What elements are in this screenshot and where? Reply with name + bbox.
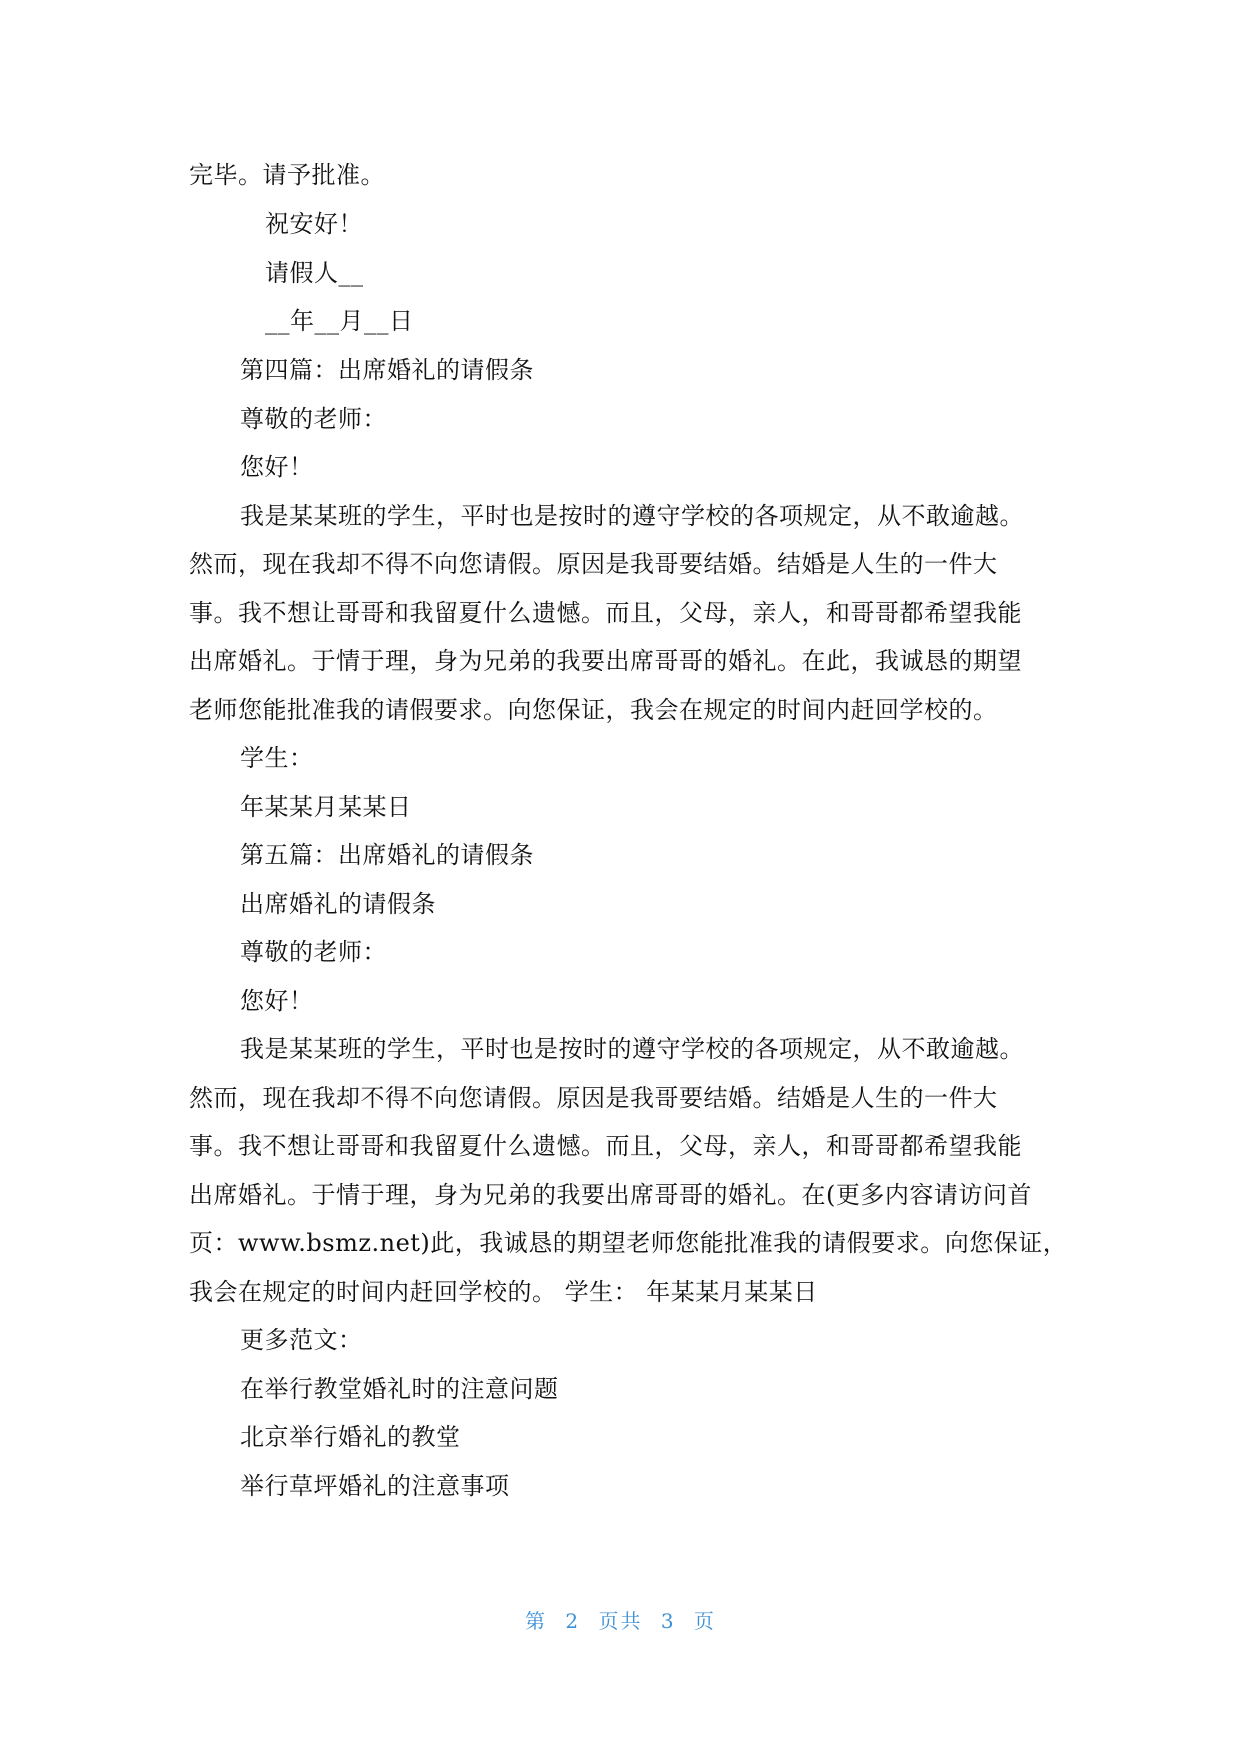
signature-student: 学生： [240,744,314,772]
paragraph-line: 然而，现在我却不得不向您请假。原因是我哥要结婚。结婚是人生的一件大 [189,550,998,578]
salutation: 尊敬的老师： [240,938,387,966]
text-line: 完毕。请予批准。 [189,161,385,189]
paragraph-line: 页：www.bsmz.net)此，我诚恳的期望老师您能批准我的请假要求。向您保证， [189,1229,1068,1257]
paragraph-line: 事。我不想让哥哥和我留夏什么遗憾。而且，父母，亲人，和哥哥都希望我能 [189,1132,1022,1160]
letter-title: 出席婚礼的请假条 [240,890,436,918]
closing-greeting: 祝安好！ [265,210,363,238]
paragraph-line: 出席婚礼。于情于理，身为兄弟的我要出席哥哥的婚礼。在(更多内容请访问首 [189,1181,1032,1209]
greeting: 您好！ [240,453,314,481]
section-heading: 第五篇：出席婚礼的请假条 [240,841,534,869]
paragraph-line: 我是某某班的学生，平时也是按时的遵守学校的各项规定，从不敢逾越。 [240,1035,1024,1063]
paragraph-line: 出席婚礼。于情于理，身为兄弟的我要出席哥哥的婚礼。在此，我诚恳的期望 [189,647,1022,675]
date-line: __年__月__日 [265,307,414,335]
related-link[interactable]: 举行草坪婚礼的注意事项 [240,1472,510,1500]
paragraph-line: 然而，现在我却不得不向您请假。原因是我哥要结婚。结婚是人生的一件大 [189,1084,998,1112]
page-number-footer: 第 2 页共 3 页 [525,1609,716,1633]
salutation: 尊敬的老师： [240,405,387,433]
related-link[interactable]: 北京举行婚礼的教堂 [240,1423,461,1451]
paragraph-line: 我会在规定的时间内赶回学校的。 学生： 年某某月某某日 [189,1278,818,1306]
paragraph-line: 事。我不想让哥哥和我留夏什么遗憾。而且，父母，亲人，和哥哥都希望我能 [189,599,1022,627]
signature-line: 请假人__ [265,259,364,287]
paragraph-line: 老师您能批准我的请假要求。向您保证，我会在规定的时间内赶回学校的。 [189,696,998,724]
related-link[interactable]: 在举行教堂婚礼时的注意问题 [240,1375,559,1403]
paragraph-line: 我是某某班的学生，平时也是按时的遵守学校的各项规定，从不敢逾越。 [240,502,1024,530]
signature-date: 年某某月某某日 [240,793,412,821]
greeting: 您好！ [240,987,314,1015]
section-heading: 第四篇：出席婚礼的请假条 [240,356,534,384]
more-samples-heading: 更多范文： [240,1326,363,1354]
